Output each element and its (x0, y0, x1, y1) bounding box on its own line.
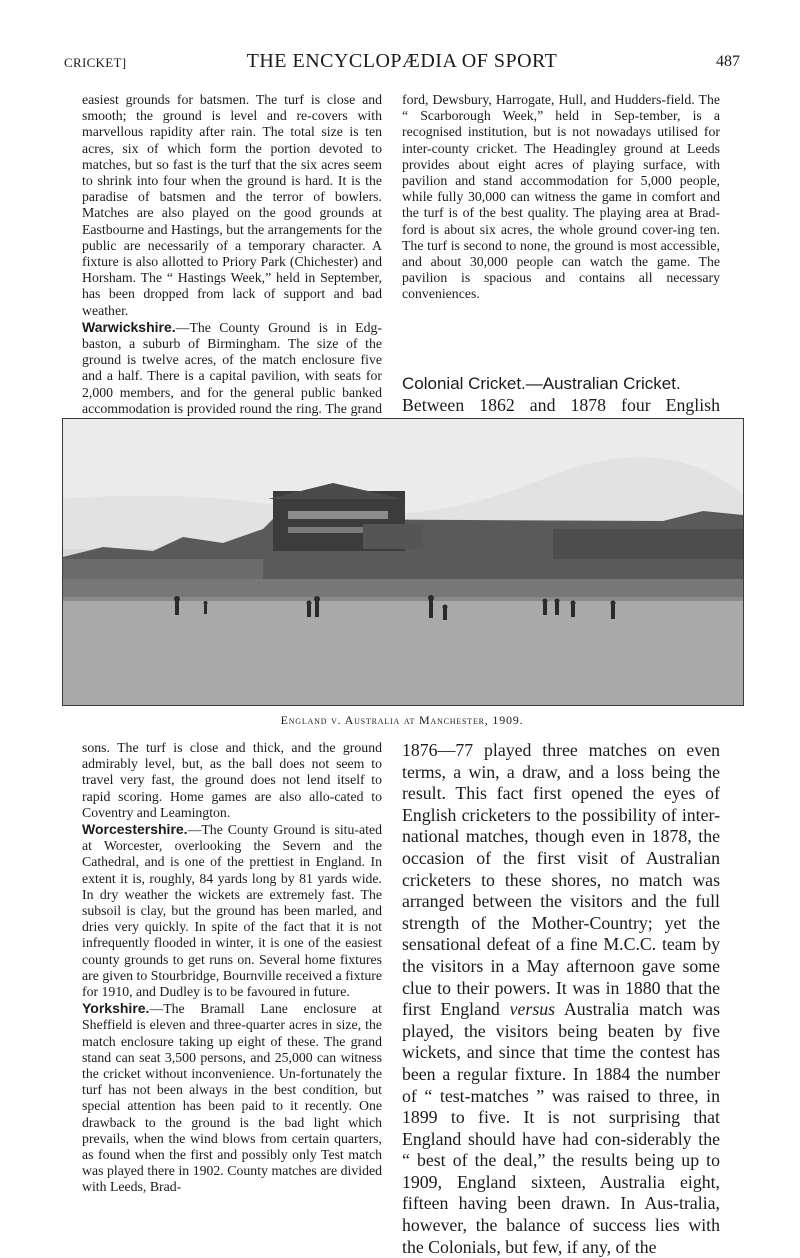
italic-word: versus (509, 999, 556, 1020)
paragraph-text: 1876—77 played three matches on even terms, a win, a draw, and a loss being the result. This fact first opened the eyes of English cricketers to the possibility of inter-national matches, though even in 1878, the occasion of the first visit of Australian cricketers to these shores, no match was arranged between the visitors and the full strength of the Mother-Country; yet the sensational defeat of a fine M.C.C. team by the visitors in a May afternoon gave some clue to their powers. It was in 1880 that the first England (402, 740, 720, 1020)
paragraph-text: —The Bramall Lane enclosure at Sheffield is eleven and three-quarter acres in size, the match enclosure taking up eight of these. The grand stand can seat 3,500 persons, and 25,000 can witness the cricket without inconvenience. Un-fortunately the turf has not been always in the best condition, but special attention has been paid to it recently. One drawback to the ground is the bad light which prevails, when the wind blows from certain quarters, as found when the first and possibly only Test match was played there in 1902. County matches are divided with Leeds, Brad- (82, 1001, 382, 1195)
page-number: 487 (716, 53, 740, 70)
paragraph-warwickshire (82, 319, 382, 433)
running-title: THE ENCYCLOPÆDIA OF SPORT (246, 50, 558, 72)
run-in-heading: Worcestershire. (82, 821, 188, 838)
paragraph-text: —The County Ground is in Edg-baston, a suburb of Birmingham. The size of the ground is twelve acres, of the match enclosure five and a half. There is a capital pavilion, with seats for 2,000 members, and for the general public banked accommodation is provided round the ring. The grand (82, 319, 382, 416)
column-top-left (82, 92, 382, 433)
column-top-right (402, 92, 720, 303)
paragraph-text: —The County Ground is situ-ated at Worcester, overlooking the Severn and the Cathedral, and is one of the prettiest in England. In extent it is, roughly, 84 yards long by 81 yards wide. In dry weather the wickets are extremely fast. The subsoil is clay, but the ground has been marled, and dries very quickly. In spite of the fact that it is not infrequently flooded in winter, it is one of the easiest county grounds to get runs on. Several home fixtures are given to Stourbridge, Bournville received a fixture for 1910, and Dudley is to be favoured in future. (82, 822, 382, 1000)
paragraph-yorkshire-continued: ford, Dewsbury, Harrogate, Hull, and Hudders-field. The “ Scarborough Week,” held in Sep-tember, is a recognised institution, but is not nowadays utilised for inter-county cricket. The Headingley ground at Leeds provides about eight acres of playing surface, with pavilion and stand accommodation for 5,000 people, while fully 30,000 can witness the game in comfort and the turf is of the best quality. The playing area at Brad-ford is about six acres, the whole ground cover-ing ten. The turf is second to none, the ground is most accessible, and about 30,000 people can watch the game. The pavilion is spacious and contains all necessary conveniences. (402, 92, 720, 302)
paragraph-colonial: Between 1862 and 1878 four English (402, 394, 720, 415)
photo-illustration (63, 419, 743, 705)
column-bottom-right (402, 740, 720, 1258)
paragraph-text: Australia match was played, the visitors being beaten by five wickets, and since that time the contest has been a regular fixture. In 1884 the number of “ test-matches ” was raised to three, in 1899 to five. It is not surprising that England should have had con-siderably the “ best of the deal,” the results being up to 1909, England sixteen, Australia eight, fifteen having been drawn. In Aus-tralia, however, the balance of success lies with the Colonials, but few, if any, of the (402, 999, 720, 1257)
run-in-heading: Warwickshire. (82, 318, 176, 335)
cricket-photograph (62, 418, 744, 706)
paragraph-sussex: easiest grounds for batsmen. The turf is close and smooth; the ground is level and re-covers with marvellous rapidity after rain. The total size is ten acres, six of which form the portion devoted to matches, but so fast is the turf that the six acres seem to shrink into four when the ground is hard. It is the paradise of batsmen and the terror of bowlers. Matches are also played on the good grounds at Eastbourne and Hastings, but the arrangements for the public are necessarily of a temporary character. A fixture is also allotted to Priory Park (Chichester) and Horsham. The “ Hastings Week,” held in September, has been dropped from lack of support and bad weather. (82, 92, 382, 318)
paragraph-warwickshire-continued: sons. The turf is close and thick, and the ground admirably level, but, as the ball does not seem to travel very fast, the ground does not lend itself to rapid scoring. Home games are also allo-cated to Coventry and Leamington. (82, 740, 382, 820)
paragraph-worcestershire (82, 821, 382, 1000)
section-heading: Colonial Cricket.—Australian Cricket. (402, 374, 681, 393)
run-in-heading: Yorkshire. (82, 1000, 150, 1017)
page-header (64, 50, 740, 78)
paragraph-yorkshire (82, 1000, 382, 1195)
paragraph-test-matches (402, 740, 720, 1258)
column-bottom-left (82, 740, 382, 1196)
running-section: CRICKET] (64, 55, 127, 70)
figure-caption: England v. Australia at Manchester, 1909. (280, 713, 524, 727)
